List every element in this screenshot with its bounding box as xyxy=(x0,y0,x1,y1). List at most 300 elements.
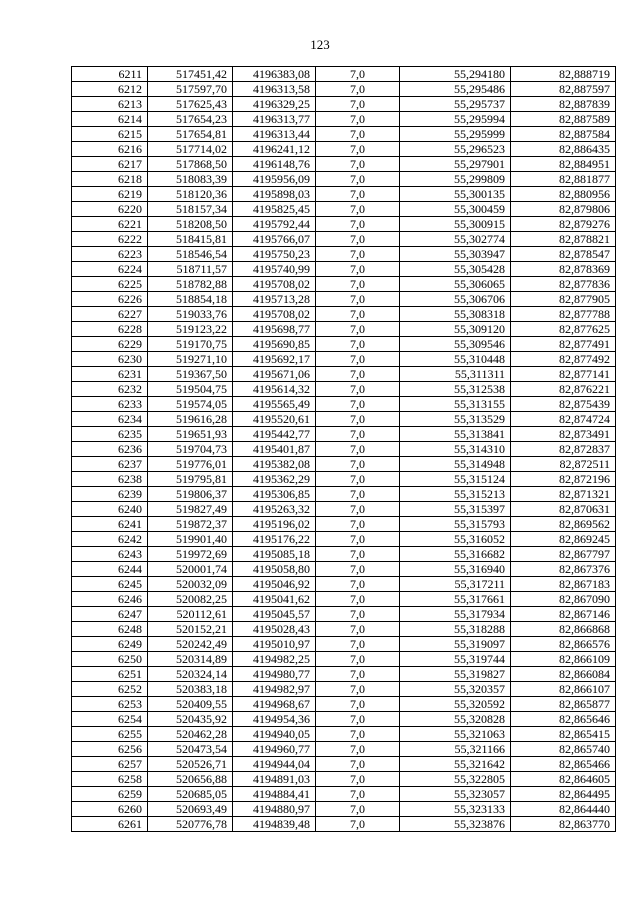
x-coordinate-cell: 519616,28 xyxy=(148,412,233,427)
x-coordinate-cell: 519806,37 xyxy=(148,487,233,502)
latitude-cell: 55,323057 xyxy=(400,787,511,802)
latitude-cell: 55,313155 xyxy=(400,397,511,412)
y-coordinate-cell: 4194944,04 xyxy=(233,757,316,772)
y-coordinate-cell: 4195956,09 xyxy=(233,172,316,187)
x-coordinate-cell: 518711,57 xyxy=(148,262,233,277)
height-cell: 7,0 xyxy=(316,592,400,607)
point-number-cell: 6260 xyxy=(72,802,148,817)
point-number-cell: 6221 xyxy=(72,217,148,232)
height-cell: 7,0 xyxy=(316,157,400,172)
y-coordinate-cell: 4194982,25 xyxy=(233,652,316,667)
x-coordinate-cell: 518415,81 xyxy=(148,232,233,247)
latitude-cell: 55,320592 xyxy=(400,697,511,712)
longitude-cell: 82,876221 xyxy=(511,382,616,397)
longitude-cell: 82,867090 xyxy=(511,592,616,607)
y-coordinate-cell: 4196313,44 xyxy=(233,127,316,142)
table-row xyxy=(72,517,616,532)
table-row xyxy=(72,127,616,142)
y-coordinate-cell: 4195713,28 xyxy=(233,292,316,307)
y-coordinate-cell: 4195085,18 xyxy=(233,547,316,562)
longitude-cell: 82,869245 xyxy=(511,532,616,547)
height-cell: 7,0 xyxy=(316,292,400,307)
point-number-cell: 6215 xyxy=(72,127,148,142)
point-number-cell: 6246 xyxy=(72,592,148,607)
latitude-cell: 55,323876 xyxy=(400,817,511,832)
x-coordinate-cell: 519704,73 xyxy=(148,442,233,457)
table-row xyxy=(72,247,616,262)
table-row xyxy=(72,667,616,682)
longitude-cell: 82,874724 xyxy=(511,412,616,427)
table-row xyxy=(72,142,616,157)
table-row xyxy=(72,97,616,112)
height-cell: 7,0 xyxy=(316,217,400,232)
latitude-cell: 55,316940 xyxy=(400,562,511,577)
point-number-cell: 6225 xyxy=(72,277,148,292)
latitude-cell: 55,315793 xyxy=(400,517,511,532)
longitude-cell: 82,865646 xyxy=(511,712,616,727)
y-coordinate-cell: 4195698,77 xyxy=(233,322,316,337)
y-coordinate-cell: 4195028,43 xyxy=(233,622,316,637)
y-coordinate-cell: 4195565,49 xyxy=(233,397,316,412)
point-number-cell: 6253 xyxy=(72,697,148,712)
height-cell: 7,0 xyxy=(316,562,400,577)
height-cell: 7,0 xyxy=(316,187,400,202)
x-coordinate-cell: 519872,37 xyxy=(148,517,233,532)
x-coordinate-cell: 520473,54 xyxy=(148,742,233,757)
table-row xyxy=(72,217,616,232)
y-coordinate-cell: 4195614,32 xyxy=(233,382,316,397)
longitude-cell: 82,877625 xyxy=(511,322,616,337)
longitude-cell: 82,865877 xyxy=(511,697,616,712)
height-cell: 7,0 xyxy=(316,397,400,412)
x-coordinate-cell: 518120,36 xyxy=(148,187,233,202)
latitude-cell: 55,306706 xyxy=(400,292,511,307)
x-coordinate-cell: 520112,61 xyxy=(148,607,233,622)
longitude-cell: 82,867146 xyxy=(511,607,616,622)
y-coordinate-cell: 4195196,02 xyxy=(233,517,316,532)
y-coordinate-cell: 4195046,92 xyxy=(233,577,316,592)
y-coordinate-cell: 4195306,85 xyxy=(233,487,316,502)
y-coordinate-cell: 4194891,03 xyxy=(233,772,316,787)
height-cell: 7,0 xyxy=(316,502,400,517)
longitude-cell: 82,866868 xyxy=(511,622,616,637)
point-number-cell: 6256 xyxy=(72,742,148,757)
table-row xyxy=(72,802,616,817)
longitude-cell: 82,873491 xyxy=(511,427,616,442)
height-cell: 7,0 xyxy=(316,652,400,667)
point-number-cell: 6233 xyxy=(72,397,148,412)
y-coordinate-cell: 4195708,02 xyxy=(233,277,316,292)
point-number-cell: 6230 xyxy=(72,352,148,367)
latitude-cell: 55,303947 xyxy=(400,247,511,262)
point-number-cell: 6219 xyxy=(72,187,148,202)
x-coordinate-cell: 519271,10 xyxy=(148,352,233,367)
latitude-cell: 55,295994 xyxy=(400,112,511,127)
x-coordinate-cell: 517654,81 xyxy=(148,127,233,142)
y-coordinate-cell: 4194968,67 xyxy=(233,697,316,712)
longitude-cell: 82,866109 xyxy=(511,652,616,667)
x-coordinate-cell: 520032,09 xyxy=(148,577,233,592)
longitude-cell: 82,865740 xyxy=(511,742,616,757)
point-number-cell: 6236 xyxy=(72,442,148,457)
x-coordinate-cell: 520383,18 xyxy=(148,682,233,697)
height-cell: 7,0 xyxy=(316,142,400,157)
x-coordinate-cell: 518208,50 xyxy=(148,217,233,232)
table-row xyxy=(72,382,616,397)
y-coordinate-cell: 4195708,02 xyxy=(233,307,316,322)
height-cell: 7,0 xyxy=(316,367,400,382)
longitude-cell: 82,878821 xyxy=(511,232,616,247)
height-cell: 7,0 xyxy=(316,637,400,652)
point-number-cell: 6243 xyxy=(72,547,148,562)
point-number-cell: 6224 xyxy=(72,262,148,277)
longitude-cell: 82,865466 xyxy=(511,757,616,772)
point-number-cell: 6255 xyxy=(72,727,148,742)
table-row xyxy=(72,757,616,772)
table-row xyxy=(72,457,616,472)
latitude-cell: 55,296523 xyxy=(400,142,511,157)
table-row xyxy=(72,742,616,757)
table-row xyxy=(72,412,616,427)
longitude-cell: 82,880956 xyxy=(511,187,616,202)
point-number-cell: 6214 xyxy=(72,112,148,127)
y-coordinate-cell: 4196313,58 xyxy=(233,82,316,97)
table-row xyxy=(72,67,616,82)
y-coordinate-cell: 4195382,08 xyxy=(233,457,316,472)
table-row xyxy=(72,442,616,457)
table-row xyxy=(72,202,616,217)
x-coordinate-cell: 520776,78 xyxy=(148,817,233,832)
longitude-cell: 82,875439 xyxy=(511,397,616,412)
table-row xyxy=(72,352,616,367)
latitude-cell: 55,319097 xyxy=(400,637,511,652)
latitude-cell: 55,319744 xyxy=(400,652,511,667)
point-number-cell: 6226 xyxy=(72,292,148,307)
y-coordinate-cell: 4195690,85 xyxy=(233,337,316,352)
height-cell: 7,0 xyxy=(316,622,400,637)
point-number-cell: 6237 xyxy=(72,457,148,472)
point-number-cell: 6241 xyxy=(72,517,148,532)
x-coordinate-cell: 519795,81 xyxy=(148,472,233,487)
height-cell: 7,0 xyxy=(316,697,400,712)
latitude-cell: 55,315124 xyxy=(400,472,511,487)
latitude-cell: 55,295737 xyxy=(400,97,511,112)
x-coordinate-cell: 520435,92 xyxy=(148,712,233,727)
table-row xyxy=(72,697,616,712)
longitude-cell: 82,879806 xyxy=(511,202,616,217)
x-coordinate-cell: 519901,40 xyxy=(148,532,233,547)
x-coordinate-cell: 519651,93 xyxy=(148,427,233,442)
point-number-cell: 6228 xyxy=(72,322,148,337)
x-coordinate-cell: 520324,14 xyxy=(148,667,233,682)
x-coordinate-cell: 519170,75 xyxy=(148,337,233,352)
height-cell: 7,0 xyxy=(316,202,400,217)
latitude-cell: 55,311311 xyxy=(400,367,511,382)
latitude-cell: 55,316682 xyxy=(400,547,511,562)
height-cell: 7,0 xyxy=(316,682,400,697)
x-coordinate-cell: 519776,01 xyxy=(148,457,233,472)
height-cell: 7,0 xyxy=(316,322,400,337)
latitude-cell: 55,322805 xyxy=(400,772,511,787)
latitude-cell: 55,308318 xyxy=(400,307,511,322)
height-cell: 7,0 xyxy=(316,607,400,622)
point-number-cell: 6231 xyxy=(72,367,148,382)
point-number-cell: 6235 xyxy=(72,427,148,442)
point-number-cell: 6257 xyxy=(72,757,148,772)
longitude-cell: 82,865415 xyxy=(511,727,616,742)
table-row xyxy=(72,232,616,247)
longitude-cell: 82,887589 xyxy=(511,112,616,127)
longitude-cell: 82,867797 xyxy=(511,547,616,562)
point-number-cell: 6242 xyxy=(72,532,148,547)
latitude-cell: 55,321642 xyxy=(400,757,511,772)
y-coordinate-cell: 4196241,12 xyxy=(233,142,316,157)
latitude-cell: 55,297901 xyxy=(400,157,511,172)
point-number-cell: 6244 xyxy=(72,562,148,577)
height-cell: 7,0 xyxy=(316,307,400,322)
latitude-cell: 55,316052 xyxy=(400,532,511,547)
table-row xyxy=(72,487,616,502)
y-coordinate-cell: 4195825,45 xyxy=(233,202,316,217)
table-row xyxy=(72,787,616,802)
height-cell: 7,0 xyxy=(316,532,400,547)
x-coordinate-cell: 520462,28 xyxy=(148,727,233,742)
y-coordinate-cell: 4196148,76 xyxy=(233,157,316,172)
point-number-cell: 6227 xyxy=(72,307,148,322)
height-cell: 7,0 xyxy=(316,487,400,502)
table-row xyxy=(72,262,616,277)
longitude-cell: 82,877492 xyxy=(511,352,616,367)
y-coordinate-cell: 4194980,77 xyxy=(233,667,316,682)
point-number-cell: 6213 xyxy=(72,97,148,112)
longitude-cell: 82,884951 xyxy=(511,157,616,172)
latitude-cell: 55,315397 xyxy=(400,502,511,517)
longitude-cell: 82,872511 xyxy=(511,457,616,472)
latitude-cell: 55,300459 xyxy=(400,202,511,217)
height-cell: 7,0 xyxy=(316,67,400,82)
y-coordinate-cell: 4195045,57 xyxy=(233,607,316,622)
latitude-cell: 55,309120 xyxy=(400,322,511,337)
longitude-cell: 82,878369 xyxy=(511,262,616,277)
point-number-cell: 6220 xyxy=(72,202,148,217)
x-coordinate-cell: 518854,18 xyxy=(148,292,233,307)
latitude-cell: 55,305428 xyxy=(400,262,511,277)
latitude-cell: 55,295999 xyxy=(400,127,511,142)
y-coordinate-cell: 4195010,97 xyxy=(233,637,316,652)
height-cell: 7,0 xyxy=(316,742,400,757)
point-number-cell: 6248 xyxy=(72,622,148,637)
y-coordinate-cell: 4195058,80 xyxy=(233,562,316,577)
latitude-cell: 55,300135 xyxy=(400,187,511,202)
latitude-cell: 55,320357 xyxy=(400,682,511,697)
longitude-cell: 82,864605 xyxy=(511,772,616,787)
x-coordinate-cell: 517868,50 xyxy=(148,157,233,172)
y-coordinate-cell: 4196329,25 xyxy=(233,97,316,112)
point-number-cell: 6251 xyxy=(72,667,148,682)
point-number-cell: 6223 xyxy=(72,247,148,262)
y-coordinate-cell: 4194880,97 xyxy=(233,802,316,817)
table-row xyxy=(72,322,616,337)
table-row xyxy=(72,682,616,697)
height-cell: 7,0 xyxy=(316,97,400,112)
y-coordinate-cell: 4195520,61 xyxy=(233,412,316,427)
latitude-cell: 55,317934 xyxy=(400,607,511,622)
table-row xyxy=(72,112,616,127)
height-cell: 7,0 xyxy=(316,667,400,682)
point-number-cell: 6261 xyxy=(72,817,148,832)
y-coordinate-cell: 4195362,29 xyxy=(233,472,316,487)
height-cell: 7,0 xyxy=(316,757,400,772)
x-coordinate-cell: 519033,76 xyxy=(148,307,233,322)
point-number-cell: 6222 xyxy=(72,232,148,247)
x-coordinate-cell: 519827,49 xyxy=(148,502,233,517)
height-cell: 7,0 xyxy=(316,787,400,802)
x-coordinate-cell: 517714,02 xyxy=(148,142,233,157)
point-number-cell: 6238 xyxy=(72,472,148,487)
height-cell: 7,0 xyxy=(316,82,400,97)
longitude-cell: 82,867183 xyxy=(511,577,616,592)
longitude-cell: 82,866084 xyxy=(511,667,616,682)
y-coordinate-cell: 4195898,03 xyxy=(233,187,316,202)
latitude-cell: 55,313841 xyxy=(400,427,511,442)
table-row xyxy=(72,817,616,832)
x-coordinate-cell: 520409,55 xyxy=(148,697,233,712)
longitude-cell: 82,869562 xyxy=(511,517,616,532)
point-number-cell: 6216 xyxy=(72,142,148,157)
latitude-cell: 55,317661 xyxy=(400,592,511,607)
table-row xyxy=(72,502,616,517)
height-cell: 7,0 xyxy=(316,127,400,142)
longitude-cell: 82,887584 xyxy=(511,127,616,142)
x-coordinate-cell: 520693,49 xyxy=(148,802,233,817)
table-row xyxy=(72,712,616,727)
height-cell: 7,0 xyxy=(316,112,400,127)
x-coordinate-cell: 517654,23 xyxy=(148,112,233,127)
height-cell: 7,0 xyxy=(316,802,400,817)
longitude-cell: 82,878547 xyxy=(511,247,616,262)
latitude-cell: 55,317211 xyxy=(400,577,511,592)
latitude-cell: 55,320828 xyxy=(400,712,511,727)
table-row xyxy=(72,277,616,292)
x-coordinate-cell: 517597,70 xyxy=(148,82,233,97)
height-cell: 7,0 xyxy=(316,262,400,277)
height-cell: 7,0 xyxy=(316,727,400,742)
longitude-cell: 82,871321 xyxy=(511,487,616,502)
y-coordinate-cell: 4194960,77 xyxy=(233,742,316,757)
y-coordinate-cell: 4195442,77 xyxy=(233,427,316,442)
longitude-cell: 82,877788 xyxy=(511,307,616,322)
coordinates-table-body xyxy=(72,67,616,832)
x-coordinate-cell: 518782,88 xyxy=(148,277,233,292)
table-row xyxy=(72,577,616,592)
y-coordinate-cell: 4195766,07 xyxy=(233,232,316,247)
height-cell: 7,0 xyxy=(316,472,400,487)
height-cell: 7,0 xyxy=(316,577,400,592)
x-coordinate-cell: 517625,43 xyxy=(148,97,233,112)
longitude-cell: 82,877836 xyxy=(511,277,616,292)
point-number-cell: 6250 xyxy=(72,652,148,667)
longitude-cell: 82,872837 xyxy=(511,442,616,457)
table-row xyxy=(72,367,616,382)
table-row xyxy=(72,592,616,607)
x-coordinate-cell: 520001,74 xyxy=(148,562,233,577)
height-cell: 7,0 xyxy=(316,457,400,472)
x-coordinate-cell: 520242,49 xyxy=(148,637,233,652)
y-coordinate-cell: 4195671,06 xyxy=(233,367,316,382)
point-number-cell: 6211 xyxy=(72,67,148,82)
point-number-cell: 6234 xyxy=(72,412,148,427)
x-coordinate-cell: 520314,89 xyxy=(148,652,233,667)
x-coordinate-cell: 518083,39 xyxy=(148,172,233,187)
longitude-cell: 82,877905 xyxy=(511,292,616,307)
latitude-cell: 55,318288 xyxy=(400,622,511,637)
table-row xyxy=(72,652,616,667)
table-row xyxy=(72,547,616,562)
x-coordinate-cell: 520685,05 xyxy=(148,787,233,802)
table-row xyxy=(72,187,616,202)
table-row xyxy=(72,532,616,547)
latitude-cell: 55,314310 xyxy=(400,442,511,457)
x-coordinate-cell: 519123,22 xyxy=(148,322,233,337)
longitude-cell: 82,864440 xyxy=(511,802,616,817)
height-cell: 7,0 xyxy=(316,517,400,532)
longitude-cell: 82,879276 xyxy=(511,217,616,232)
latitude-cell: 55,314948 xyxy=(400,457,511,472)
height-cell: 7,0 xyxy=(316,547,400,562)
longitude-cell: 82,867376 xyxy=(511,562,616,577)
table-row xyxy=(72,307,616,322)
y-coordinate-cell: 4195740,99 xyxy=(233,262,316,277)
table-row xyxy=(72,337,616,352)
latitude-cell: 55,313529 xyxy=(400,412,511,427)
y-coordinate-cell: 4195263,32 xyxy=(233,502,316,517)
longitude-cell: 82,887597 xyxy=(511,82,616,97)
height-cell: 7,0 xyxy=(316,172,400,187)
page-number: 123 xyxy=(310,37,330,52)
longitude-cell: 82,870631 xyxy=(511,502,616,517)
x-coordinate-cell: 520082,25 xyxy=(148,592,233,607)
x-coordinate-cell: 520152,21 xyxy=(148,622,233,637)
latitude-cell: 55,300915 xyxy=(400,217,511,232)
x-coordinate-cell: 517451,42 xyxy=(148,67,233,82)
x-coordinate-cell: 519367,50 xyxy=(148,367,233,382)
y-coordinate-cell: 4194982,97 xyxy=(233,682,316,697)
y-coordinate-cell: 4194839,48 xyxy=(233,817,316,832)
y-coordinate-cell: 4194954,36 xyxy=(233,712,316,727)
y-coordinate-cell: 4195041,62 xyxy=(233,592,316,607)
height-cell: 7,0 xyxy=(316,382,400,397)
longitude-cell: 82,881877 xyxy=(511,172,616,187)
point-number-cell: 6254 xyxy=(72,712,148,727)
longitude-cell: 82,877141 xyxy=(511,367,616,382)
latitude-cell: 55,299809 xyxy=(400,172,511,187)
y-coordinate-cell: 4195692,17 xyxy=(233,352,316,367)
longitude-cell: 82,872196 xyxy=(511,472,616,487)
longitude-cell: 82,866576 xyxy=(511,637,616,652)
height-cell: 7,0 xyxy=(316,412,400,427)
latitude-cell: 55,315213 xyxy=(400,487,511,502)
y-coordinate-cell: 4195401,87 xyxy=(233,442,316,457)
table-row xyxy=(72,622,616,637)
y-coordinate-cell: 4196383,08 xyxy=(233,67,316,82)
height-cell: 7,0 xyxy=(316,772,400,787)
table-row xyxy=(72,427,616,442)
table-row xyxy=(72,292,616,307)
latitude-cell: 55,321063 xyxy=(400,727,511,742)
y-coordinate-cell: 4195792,44 xyxy=(233,217,316,232)
latitude-cell: 55,302774 xyxy=(400,232,511,247)
y-coordinate-cell: 4195750,23 xyxy=(233,247,316,262)
